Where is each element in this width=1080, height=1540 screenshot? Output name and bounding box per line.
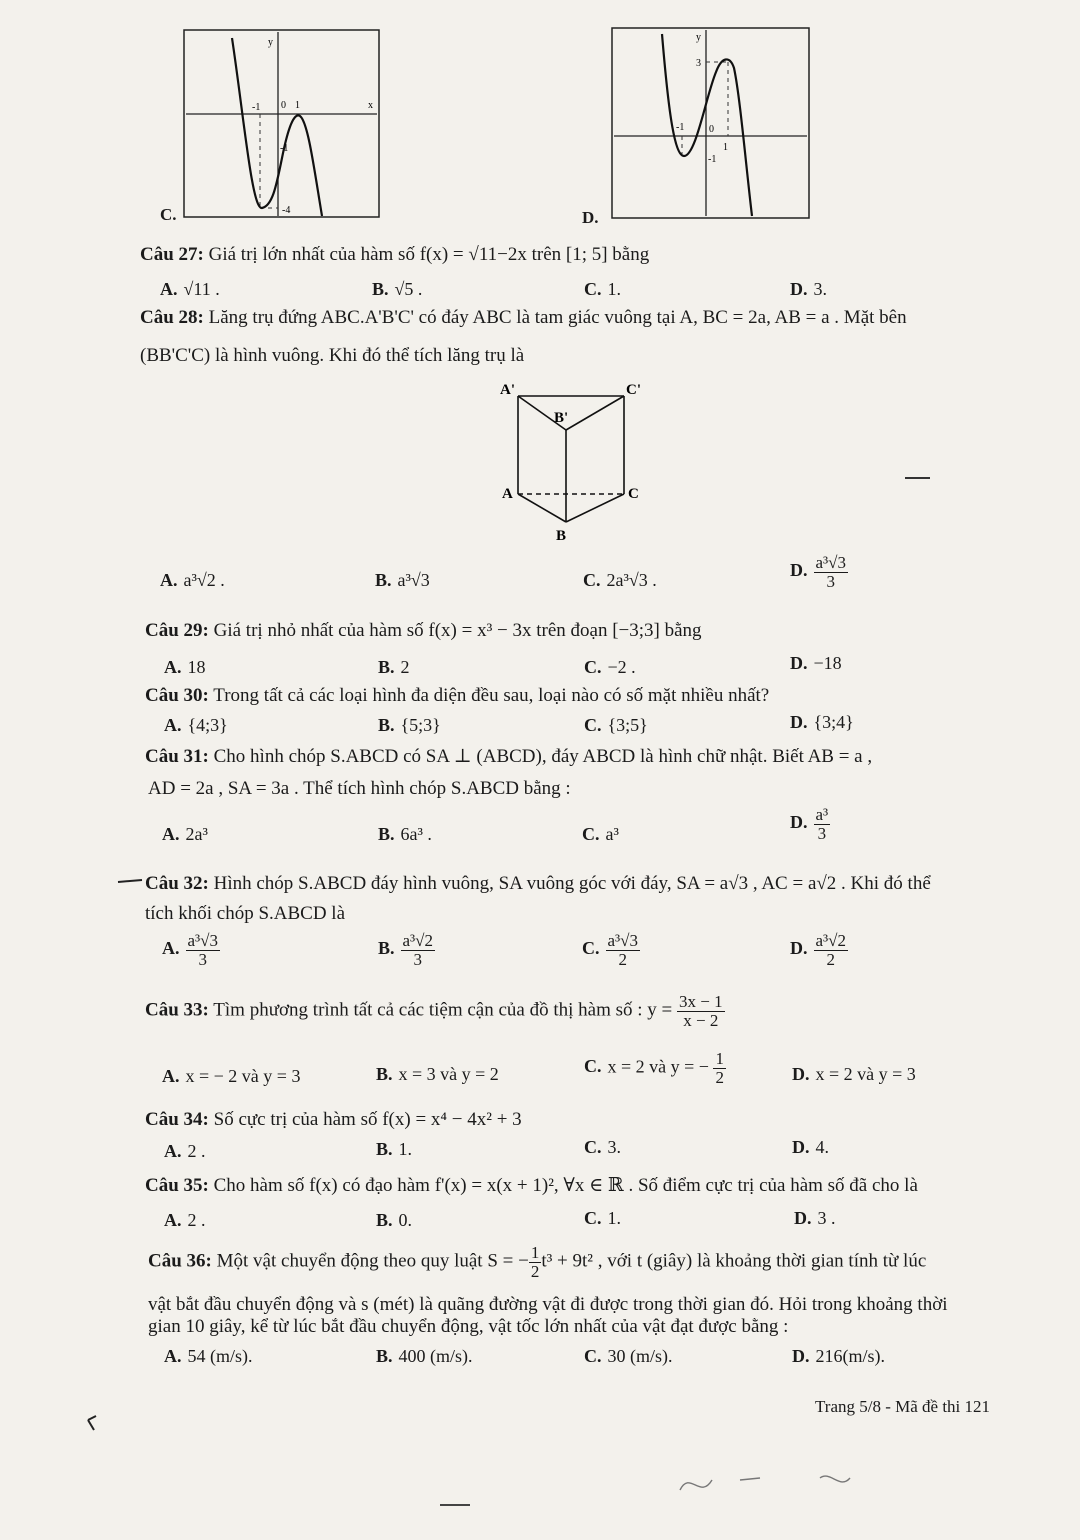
q34-option-a[interactable]: A. 2 . — [164, 1141, 206, 1161]
graph-c-tick-a: -1 — [280, 143, 289, 154]
q35-number: Câu 35: — [145, 1175, 209, 1196]
prism-label-b1: B' — [554, 410, 569, 426]
q32-stem-1: Hình chóp S.ABCD đáy hình vuông, SA vuông góc với đáy, SA = a√3 , AC = a√2 . Khi đó thể — [213, 873, 931, 894]
graph-c-tick-zero: 0 — [281, 100, 286, 111]
graph-c-x-label: x — [368, 100, 373, 111]
graph-d-label: D. — [582, 208, 599, 227]
q35-option-a[interactable]: A. 2 . — [164, 1210, 206, 1230]
q36-stem-2: vật bắt đầu chuyển động và s (mét) là quãng đường vật đi được trong thời gian đó. Hỏi trong khoảng thời — [148, 1294, 948, 1315]
q30-option-d[interactable]: D. {3;4} — [790, 712, 854, 732]
q28-option-c[interactable]: C. 2a³√3 . — [583, 570, 657, 590]
q34-stem: Số cực trị của hàm số f(x) = x⁴ − 4x² + 3 — [213, 1109, 522, 1130]
graph-d-tick-one: 1 — [723, 142, 728, 153]
graph-d-tick-zero: 0 — [709, 124, 714, 135]
q36-option-c[interactable]: C. 30 (m/s). — [584, 1346, 673, 1366]
q27-option-a[interactable]: A. √11 . — [160, 279, 220, 299]
q34-option-b[interactable]: B. 1. — [376, 1139, 413, 1159]
graph-c-label: C. — [160, 205, 177, 224]
q29-option-b[interactable]: B. 2 — [378, 657, 410, 677]
prism-label-a: A — [502, 486, 513, 502]
q27-option-c[interactable]: C. 1. — [584, 279, 621, 299]
q35-option-b[interactable]: B. 0. — [376, 1210, 413, 1230]
q36-option-d[interactable]: D. 216(m/s). — [792, 1346, 885, 1366]
q33-fraction: $\frac{3x - 1}{x - 2}$ — [679, 992, 723, 1030]
q36-stem-post: t³ + 9t² , với t (giây) là khoảng thời gian tính từ lúc — [541, 1250, 927, 1272]
prism-label-b: B — [556, 528, 567, 544]
graph-d-tick-neg1: -1 — [676, 122, 685, 133]
q32-number: Câu 32: — [145, 873, 209, 894]
q29-number: Câu 29: — [145, 620, 209, 641]
q32-option-c[interactable]: C. $\frac{\text{a³√3}}{2}$ — [582, 931, 638, 969]
pen-mark-left — [88, 1416, 96, 1430]
q35-stem: Cho hàm số f(x) có đạo hàm f'(x) = x(x + 1)², ∀x ∈ ℝ . Số điểm cực trị của hàm số đã cho là — [213, 1175, 918, 1196]
graph-d-tick-three: 3 — [696, 58, 701, 69]
prism-label-a1: A' — [500, 382, 515, 398]
q29-option-d[interactable]: D. −18 — [790, 653, 842, 673]
q36-option-a[interactable]: A. 54 (m/s). — [164, 1346, 253, 1366]
q32-option-d[interactable]: D. $\frac{\text{a³√2}}{2}$ — [790, 931, 846, 969]
q36-number: Câu 36: — [148, 1250, 212, 1272]
q36-stem-3: gian 10 giây, kể từ lúc bắt đầu chuyển động, vật tốc lớn nhất của vật đạt được bằng : — [148, 1316, 789, 1337]
q27-stem: Giá trị lớn nhất của hàm số f(x) = √11−2x trên [1; 5] bằng — [208, 244, 650, 265]
q36-stem-pre: Một vật chuyển động theo quy luật S = − — [216, 1250, 529, 1272]
q32-stem-2: tích khối chóp S.ABCD là — [145, 903, 346, 924]
q30-option-c[interactable]: C. {3;5} — [584, 715, 648, 735]
q34-number: Câu 34: — [145, 1109, 209, 1130]
q31-option-a[interactable]: A. 2a³ — [162, 824, 208, 844]
q31-stem-2: AD = 2a , SA = 3a . Thể tích hình chóp S.ABCD bằng : — [148, 778, 571, 799]
pen-scribble-bottom — [680, 1476, 850, 1490]
graph-c-tick-b: -4 — [282, 205, 291, 216]
q31-option-d[interactable]: D. $\frac{\text{a³}}{3}$ — [790, 805, 829, 843]
graph-c-tick-neg1: -1 — [252, 102, 261, 113]
pen-dash-q32 — [118, 880, 142, 882]
q33-number: Câu 33: — [145, 999, 209, 1021]
q36-fraction: $\frac{1}{2}$ — [530, 1243, 540, 1281]
q31-number: Câu 31: — [145, 746, 209, 767]
q29-option-a[interactable]: A. 18 — [164, 657, 206, 677]
q29-option-c[interactable]: C. −2 . — [584, 657, 636, 677]
q31-option-b[interactable]: B. 6a³ . — [378, 824, 432, 844]
q31-stem-1: Cho hình chóp S.ABCD có SA ⊥ (ABCD), đáy ABCD là hình chữ nhật. Biết AB = a , — [213, 746, 873, 767]
q28-option-a[interactable]: A. a³√2 . — [160, 570, 225, 590]
q34-option-d[interactable]: D. 4. — [792, 1137, 829, 1157]
graph-d-tick-b: -1 — [708, 154, 717, 165]
q30-number: Câu 30: — [145, 685, 209, 706]
q30-option-a[interactable]: A. {4;3} — [164, 715, 228, 735]
q28-option-b[interactable]: B. a³√3 — [375, 570, 430, 590]
q30-option-b[interactable]: B. {5;3} — [378, 715, 441, 735]
q30-stem: Trong tất cả các loại hình đa diện đều sau, loại nào có số mặt nhiều nhất? — [213, 685, 770, 706]
prism-label-c: C — [628, 486, 639, 502]
q28-number: Câu 28: — [140, 307, 204, 328]
q35-option-c[interactable]: C. 1. — [584, 1208, 621, 1228]
prism-label-c1: C' — [626, 382, 641, 398]
q33-option-b[interactable]: B. x = 3 và y = 2 — [376, 1064, 499, 1084]
q28-option-d[interactable]: D. $\frac{\text{a³√3}}{3}$ — [790, 553, 846, 591]
page-footer: Trang 5/8 - Mã đề thi 121 — [815, 1397, 991, 1416]
q29-stem: Giá trị nhỏ nhất của hàm số f(x) = x³ − 3x trên đoạn [−3;3] bằng — [213, 620, 702, 641]
q32-option-b[interactable]: B. $\frac{\text{a³√2}}{3}$ — [378, 931, 433, 969]
q27-number: Câu 27: — [140, 244, 204, 265]
q32-option-a[interactable]: A. $\frac{\text{a³√3}}{3}$ — [162, 931, 218, 969]
q28-stem-1: Lăng trụ đứng ABC.A'B'C' có đáy ABC là tam giác vuông tại A, BC = 2a, AB = a . Mặt bên — [208, 307, 907, 328]
q27-option-d[interactable]: D. 3. — [790, 279, 827, 299]
q31-option-c[interactable]: C. a³ — [582, 824, 619, 844]
q28-stem-2: (BB'C'C) là hình vuông. Khi đó thể tích lăng trụ là — [140, 345, 525, 366]
q33-stem: Tìm phương trình tất cả các tiệm cận của đồ thị hàm số : y = — [213, 999, 673, 1021]
q33-option-a[interactable]: A. x = − 2 và y = 3 — [162, 1066, 301, 1086]
q34-option-c[interactable]: C. 3. — [584, 1137, 621, 1157]
q33-option-d[interactable]: D. x = 2 và y = 3 — [792, 1064, 916, 1084]
q33-option-c[interactable]: C. x = 2 và y = − $\frac{1}{2}$ — [584, 1049, 724, 1087]
graph-d-y-label: y — [696, 32, 701, 43]
q35-option-d[interactable]: D. 3 . — [794, 1208, 836, 1228]
q27-option-b[interactable]: B. √5 . — [372, 279, 423, 299]
graph-c-tick-one: 1 — [295, 100, 300, 111]
q36-option-b[interactable]: B. 400 (m/s). — [376, 1346, 473, 1366]
graph-c-y-label: y — [268, 37, 273, 48]
